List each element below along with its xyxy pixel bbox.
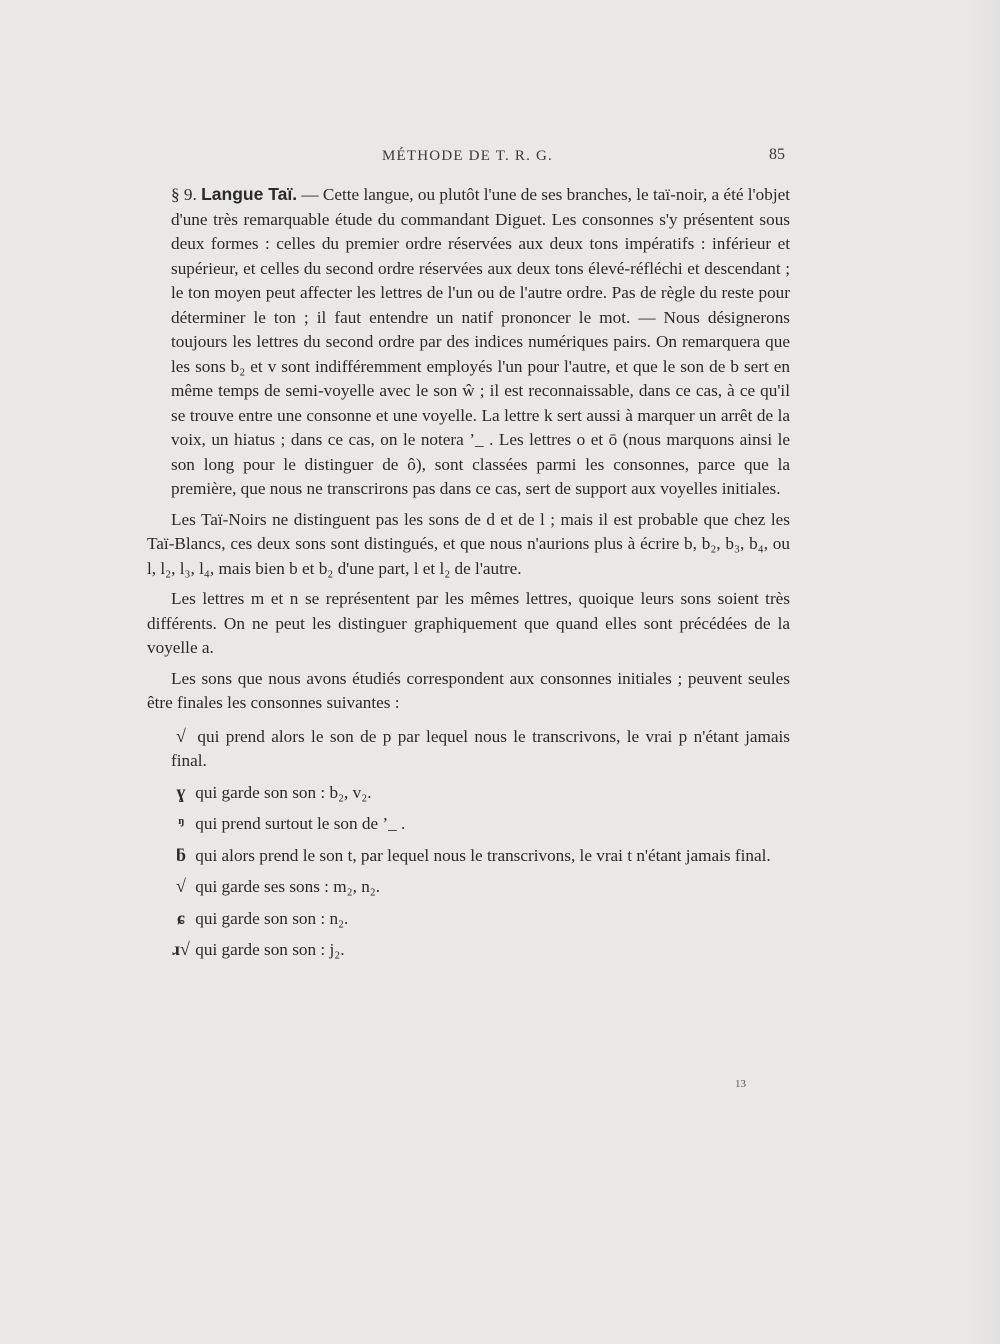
section-title: Langue Taï. [201,184,298,204]
list-item [147,724,790,774]
page-body [147,182,790,969]
tai-glyph: √ [176,725,186,746]
paragraph-m-n: Les lettres m et n se représentent par les mêmes lettres, quoique leurs sons soient très différents. On ne peut les distinguer graphiquement que quand elles sont précédées de la voyelle a. [147,589,790,657]
running-title: MÉTHODE DE T. R. G. [382,148,553,164]
list-item [147,811,790,837]
paragraph-finals-intro: Les sons que nous avons étudiés correspondent aux consonnes initiales ; peuvent seules être finales les consonnes suivantes : [147,668,790,712]
list-item-text: qui prend surtout le son de ’_ . [195,814,406,833]
paragraph-tai-noirs: Les Taï-Noirs ne distinguent pas les sons de d et de l ; mais il est probable que chez les Taï-Blancs, ces deux sons sont distingués, et que nous n'aurions plus à écrire b, b₂, b₃, b₄, ou l, l₂, l₃, l₄, mais bien b et b₂ d'une part, l et l₂ de l'autre. [147,509,790,578]
list-item [147,906,790,932]
tai-glyph: ɹ√ [172,939,190,959]
tai-glyph: ɣ [176,781,186,802]
page-number: 85 [769,146,785,163]
list-item [147,843,790,869]
tai-glyph: √ [176,876,186,896]
section-intro: — Cette langue, ou plutôt l'une de ses branches, le taï-noir, a été l'objet d'une très remarquable étude du commandant Diguet. Les consonnes s'y présentent sous deux formes : celles du premier ordre réservées aux deux tons impératifs : inférieur et supérieur, et celles du second ordre réservées aux deux tons élevé-réfléchi et descendant ; le ton moyen peut affecter les lettres de l'un ou de l'autre ordre. Pas de règle du reste pour déterminer le ton ; il faut entendre un natif prononcer le mot. — Nous désignerons toujours les lettres du second ordre par des indices numériques pairs. On remarquera que les sons b₂ et v sont indifféremment employés l'un pour l'autre, et que le son de b sert en même temps de semi-voyelle avec le son ŵ ; il est reconnaissable, dans ce cas, à ce qu'il se trouve entre une consonne et une voyelle. La lettre k sert aussi à marquer un arrêt de la voix, un hiatus ; dans ce cas, on le notera ’_ . Les lettres o et ō (nous marquons ainsi le son long pour le distinguer de ô), sont classées parmi les consonnes, parce que la première, que nous ne transcrirons pas dans ce cas, sert de support aux voyelles initiales. [171,185,791,498]
printer-signature: 13 [735,1078,746,1090]
tai-glyph: ɕ [177,907,185,928]
list-item [147,780,790,806]
list-item-text: qui prend alors le son de p par lequel nous le transcrivons, le vrai p n'étant jamais final. [171,726,790,770]
list-item-text: qui garde son son : j₂. [195,940,345,959]
tai-glyph: ƃ [175,844,186,865]
page-header [145,146,790,170]
list-item-text: qui garde son son : n₂. [195,908,349,928]
section-paragraph [147,182,790,502]
tai-glyph: ᵑ [178,813,184,833]
list-item-text: qui garde son son : b₂, v₂. [195,782,372,802]
list-item-text: qui alors prend le son t, par lequel nous le transcrivons, le vrai t n'étant jamais final. [195,845,771,865]
list-item [147,874,790,900]
final-consonants-list [147,724,790,963]
list-item-text: qui garde ses sons : m₂, n₂. [195,877,381,896]
section-number: § 9. [171,185,197,204]
list-item [147,937,790,963]
page-edge-shadow [970,0,1000,1344]
